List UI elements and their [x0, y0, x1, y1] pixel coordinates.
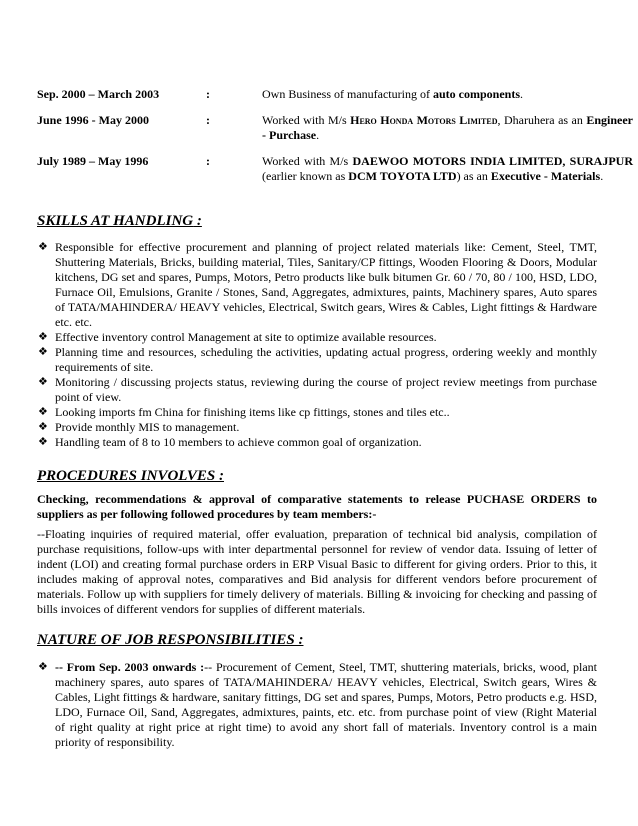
employment-description [262, 154, 633, 184]
skills-heading [37, 212, 202, 230]
list-item-text: Handling team of 8 to 10 members to achieve common goal of organization. [55, 435, 422, 449]
employment-colon: : [206, 113, 210, 127]
description-text: Worked with M/s [262, 113, 351, 127]
description-text: , Dharuhera as an [497, 113, 587, 127]
diamond-bullet-icon: ❖ [38, 346, 48, 358]
nature-list [37, 660, 597, 750]
list-item [37, 660, 597, 750]
employment-date: June 1996 - May 2000 [37, 113, 149, 127]
procedures-summary: Checking, recommendations & approval of comparative statements to release PUCHASE ORDERS to suppliers as per following followed procedures by team members:- [37, 492, 597, 521]
nature-lead: -- From Sep. 2003 onwards : [55, 660, 205, 674]
description-text: ) as an [456, 169, 491, 183]
employment-description [262, 113, 633, 143]
list-item-text: Provide monthly MIS to management. [55, 420, 240, 434]
diamond-bullet-icon: ❖ [38, 406, 48, 418]
description-text: Worked with M/s [262, 154, 353, 168]
employment-colon: : [206, 87, 210, 101]
diamond-bullet-icon: ❖ [38, 376, 48, 388]
employment-colon: : [206, 154, 210, 168]
list-item [37, 375, 597, 405]
procedures-heading: PROCEDURES INVOLVES : [37, 468, 224, 484]
description-period: . [520, 87, 523, 101]
description-bold: auto components [432, 87, 520, 101]
list-item-text: Looking imports fm China for finishing items like cp fittings, stones and tiles etc.. [55, 405, 450, 419]
description-text: Own Business of manufacturing of [262, 87, 433, 101]
list-item [37, 435, 597, 450]
diamond-bullet-icon: ❖ [38, 436, 48, 448]
list-item [37, 405, 597, 420]
list-item-text: Effective inventory control Management at site to optimize available resources. [55, 330, 437, 344]
former-company-name: DCM TOYOTA LTD [348, 169, 457, 183]
description-text: (earlier known as [262, 169, 349, 183]
list-item [37, 240, 597, 330]
job-role: Engineer - Purchase [262, 113, 633, 142]
skills-heading-text: SKILLS AT HANDLING [37, 213, 194, 229]
list-item [37, 420, 597, 435]
employment-date: July 1989 – May 1996 [37, 154, 149, 168]
diamond-bullet-icon: ❖ [38, 241, 48, 253]
list-item-text: Planning time and resources, scheduling the activities, updating actual progress, ordering weekly and monthly requirements of site. [55, 345, 597, 374]
job-role: Executive - Materials [490, 169, 601, 183]
description-period: . [316, 128, 320, 142]
list-item [37, 345, 597, 375]
employment-date: Sep. 2000 – March 2003 [37, 87, 160, 101]
skills-heading-colon: : [193, 213, 202, 229]
diamond-bullet-icon: ❖ [38, 421, 48, 433]
procedures-description: --Floating inquiries of required material, offer evaluation, preparation of technical bid analysis, compilation of purchase requisitions, follow-ups with inter departmental personnel for review of vendor data. Issuing of letter of indent (LOI) and creating formal purchase orders in ERP Visual Basic to different for giving orders. Prior to this, it includes making of approval notes, comparatives and Bid analysis for different vendors before procurement of materials. Follow up with suppliers for timely delivery of materials. Billing & invoicing for checking and passing of bills invoices of different vendors for supplies of different materials. [37, 527, 597, 616]
diamond-bullet-icon: ❖ [38, 661, 48, 673]
list-item-text: Monitoring / discussing projects status, reviewing during the course of project review meetings from purchase point of view. [55, 375, 597, 404]
company-name: Hero Honda Motors Limited [350, 113, 498, 127]
skills-list [37, 240, 597, 450]
diamond-bullet-icon: ❖ [38, 331, 48, 343]
nature-heading: NATURE OF JOB RESPONSIBILITIES : [37, 632, 304, 648]
employment-description [262, 87, 633, 102]
company-name: DAEWOO MOTORS INDIA LIMITED, SURAJPUR [352, 154, 633, 168]
list-item-text: Responsible for effective procurement and planning of project related materials like: Cement, Steel, TMT, Shuttering Materials, Bricks, building material, Tiles, Sanitary/CP fittings, Wooden Flooring & Doors, Modular kitchens, DG set and spares, Pumps, Motors, Petro products like bulk bitumen Gr. 60 / 70, 80 / 100, HSD, LDO, Furnace Oil, Emulsions, Granite / Stones, Sand, Aggregates, admixtures, paints, Machinery spares, Auto spares of TATA/MAHINDERA/ HEAVY vehicles, Electrical, Switch gears, Wires & Cables, Light fittings & Hardware etc. etc. [55, 240, 597, 329]
nature-text: -- Procurement of Cement, Steel, TMT, shuttering materials, bricks, wood, plant machinery spares, auto spares of TATA/MAHINDERA/ HEAVY vehicles, Electrical, Switch gears, Wires & Cables, Light fittings & hardware, sanitary fittings, DG set and spares, Pumps, Motors, Petro products e.g. HSD, LDO, Furnace Oil, Sand, Aggregates, admixtures, paints, etc. etc. from purchase point of view (Right Material of right quality at right price at right time) to avoid any short fall of materials. Inventory control is a main priority of responsibility. [55, 660, 597, 749]
description-period: . [600, 169, 604, 183]
list-item [37, 330, 597, 345]
